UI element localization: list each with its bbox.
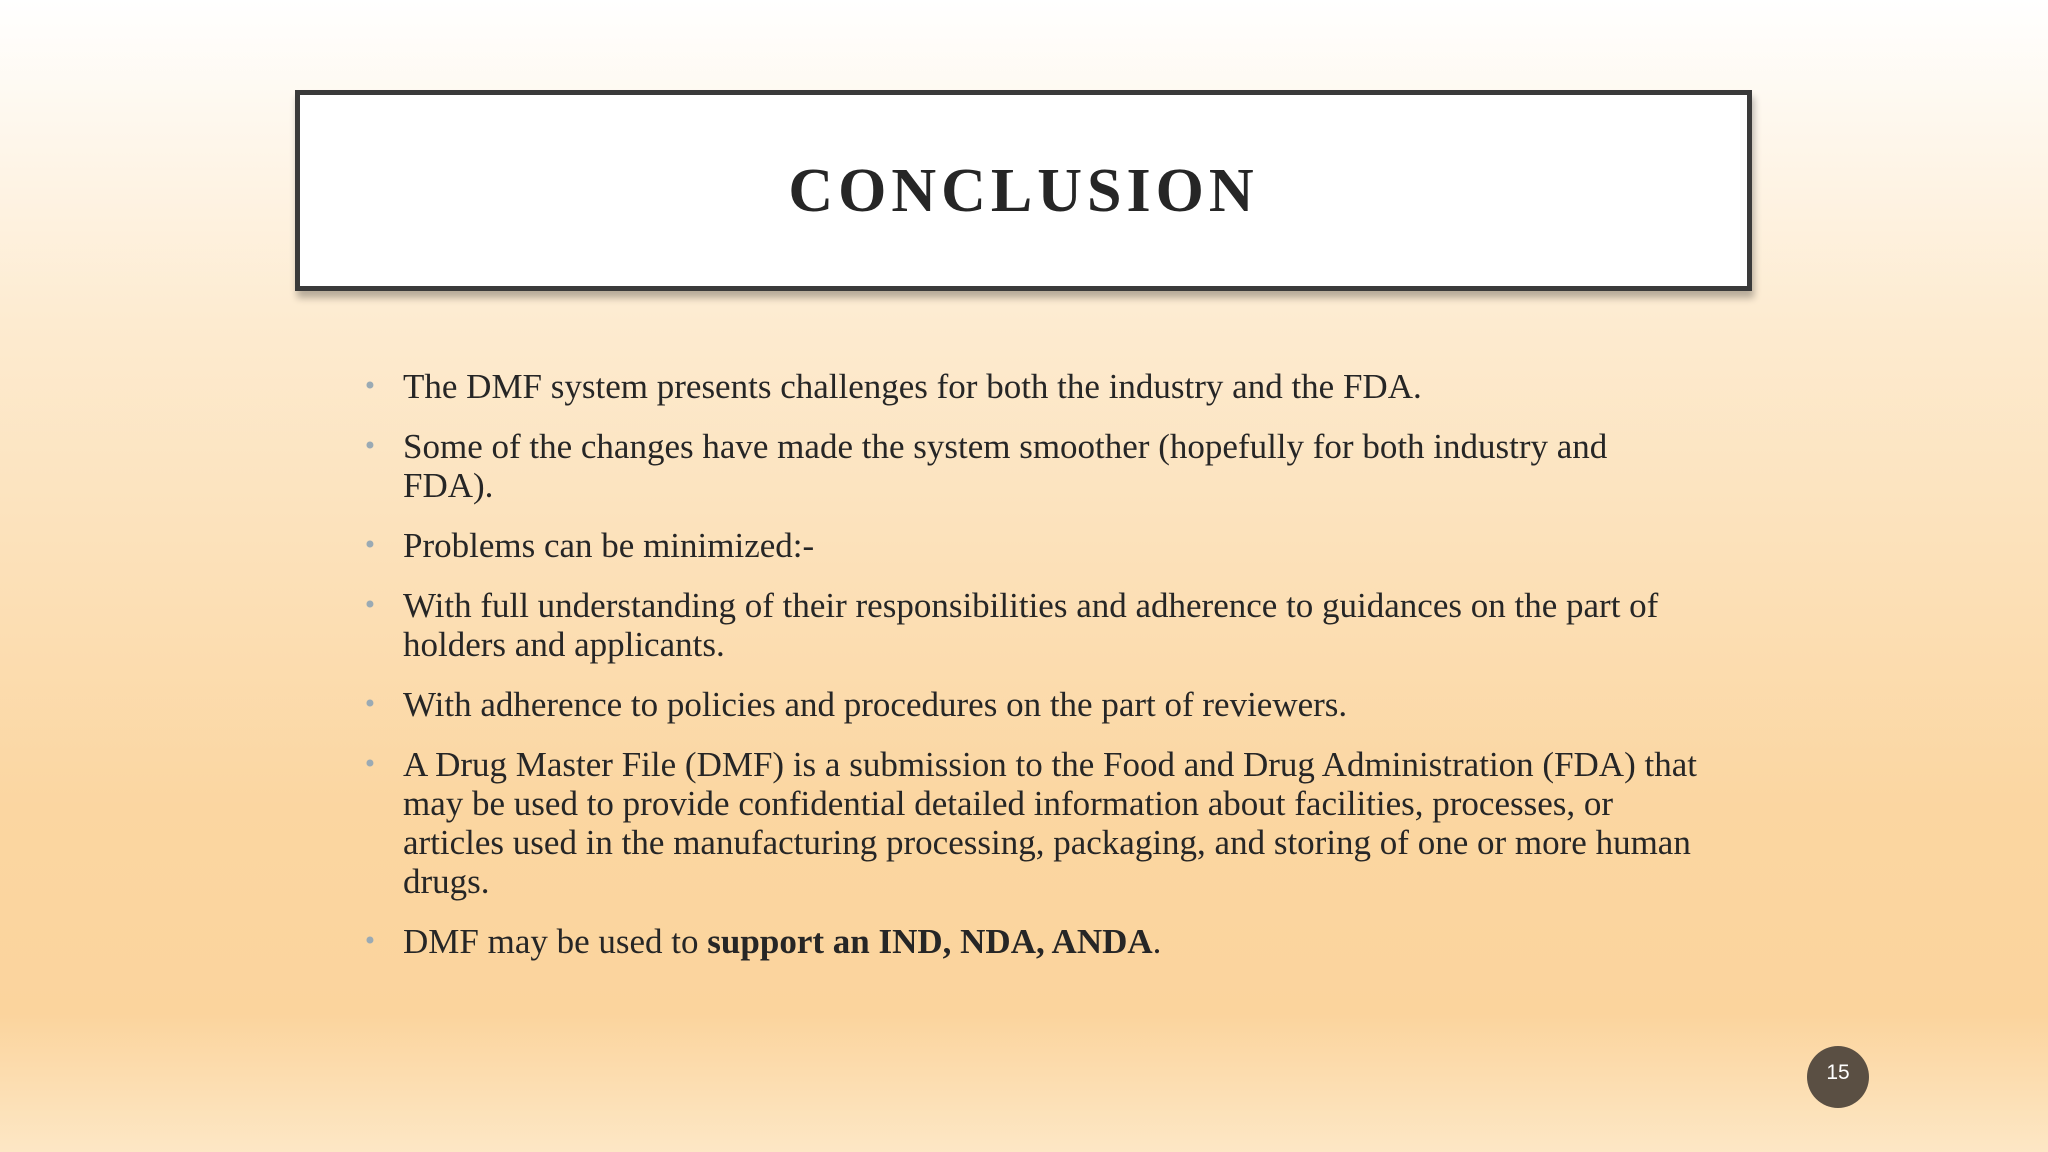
bullet-text: Some of the changes have made the system smoother (hopefully for both industry and FDA). <box>403 427 1608 505</box>
bullet-marker-icon: • <box>362 750 378 778</box>
bullet-item <box>360 427 1700 505</box>
bullet-text: With adherence to policies and procedures on the part of reviewers. <box>403 685 1348 724</box>
bullet-item <box>360 586 1700 664</box>
bullet-item <box>360 367 1700 406</box>
bullet-marker-icon: • <box>362 690 378 718</box>
bullet-text: A Drug Master File (DMF) is a submission to the Food and Drug Administration (FDA) that may be used to provide confidential detailed information about facilities, processes, or articles used in the manufacturing processing, packaging, and storing of one or more human drugs. <box>403 745 1697 901</box>
page-number-badge: 15 <box>1807 1046 1869 1108</box>
bullet-marker-icon: • <box>362 372 378 400</box>
bullet-text <box>403 922 1161 961</box>
bullet-text: The DMF system presents challenges for both the industry and the FDA. <box>403 367 1422 406</box>
bullet-item <box>360 685 1700 724</box>
bullet-item <box>360 526 1700 565</box>
bullet-marker-icon: • <box>362 927 378 955</box>
bullet-marker-icon: • <box>362 432 378 460</box>
bullet-text: Problems can be minimized:- <box>403 526 815 565</box>
bullet-text-bold: support an IND, NDA, ANDA <box>707 922 1153 961</box>
bullet-text-regular: DMF may be used to <box>403 922 708 961</box>
bullet-item <box>360 922 1700 961</box>
bullet-marker-icon: • <box>362 591 378 619</box>
title-box <box>295 90 1752 291</box>
bullet-list <box>360 367 1700 982</box>
bullet-marker-icon: • <box>362 531 378 559</box>
bullet-text: With full understanding of their responsibilities and adherence to guidances on the part of holders and applicants. <box>403 586 1659 664</box>
bullet-item <box>360 745 1700 901</box>
slide-title: CONCLUSION <box>788 156 1259 225</box>
bullet-text-end: . <box>1152 922 1162 961</box>
